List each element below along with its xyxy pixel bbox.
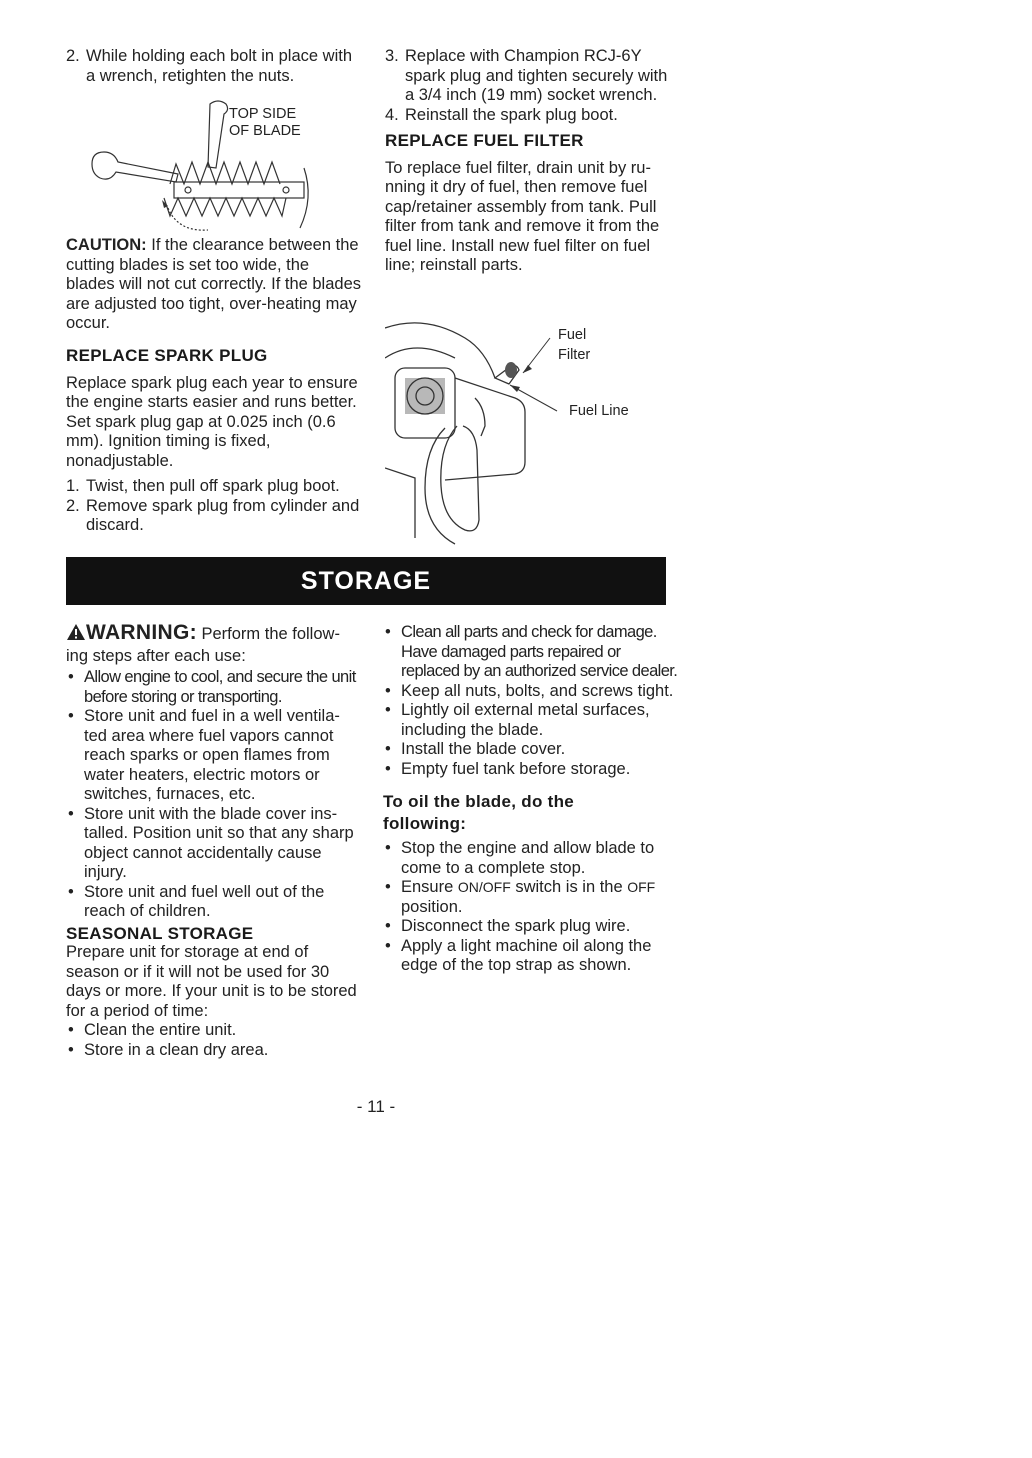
spark-plug-heading: REPLACE SPARK PLUG	[66, 346, 268, 365]
list-item: • Stop the engine and allow blade to come to a complete stop.	[383, 839, 680, 878]
list-item: 3. Replace with Champion RCJ-6Y spark plug and tighten securely with a 3/4 inch (19 mm) socket wrench.	[385, 47, 668, 104]
list-item: 1. Twist, then pull off spark plug boot.	[66, 477, 340, 495]
seasonal-storage-bullets	[66, 1021, 361, 1060]
bolt-step-list	[66, 47, 361, 86]
list-item: • Disconnect the spark plug wire.	[383, 917, 680, 937]
seasonal-storage-text: Prepare unit for storage at end of season or if it will not be used for 30 days or more. If your unit is to be stored for a period of time:	[66, 943, 357, 1020]
page-number: - 11 -	[356, 1097, 396, 1116]
list-item: • Empty fuel tank before storage.	[383, 760, 680, 780]
spark-plug-section	[66, 346, 361, 536]
list-item: • Apply a light machine oil along the edge of the top strap as shown.	[383, 937, 680, 976]
oil-blade-heading: To oil the blade, do the following:	[383, 792, 575, 833]
figure-label: TOP SIDE OF BLADE	[229, 106, 301, 139]
list-item: • Store unit and fuel in a well ventila-ted area where fuel vapors cannot reach sparks or open flames from water heaters, electric motors or switches, furnaces, etc.	[66, 707, 361, 805]
list-item: • Keep all nuts, bolts, and screws tight.	[383, 682, 680, 702]
fuel-filter-label: Fuel Filter	[558, 327, 591, 363]
storage-warning-bullets	[66, 668, 361, 922]
spark-plug-steps	[66, 477, 361, 536]
storage-right-column	[383, 623, 680, 976]
storage-left-column	[66, 623, 361, 1060]
list-item: • Store unit with the blade cover ins-talled. Position unit so that any sharp object cannot accidentally cause injury.	[66, 805, 361, 883]
list-item: 4. Reinstall the spark plug boot.	[385, 105, 618, 124]
spark-plug-steps-cont	[385, 47, 680, 125]
fuel-filter-text: To replace fuel filter, drain unit by ru-nning it dry of fuel, then remove fuel cap/retainer assembly from tank. Pull filter from tank and remove it from the fuel line. Install new fuel filter on fuel line; reinstall parts.	[385, 158, 660, 274]
list-item: 2. Remove spark plug from cylinder and discard.	[66, 496, 360, 534]
storage-care-bullets	[383, 623, 680, 779]
right-column-top	[385, 47, 680, 276]
caution-block	[66, 236, 361, 334]
fuel-filter-heading: REPLACE FUEL FILTER	[385, 131, 584, 150]
list-item: • Ensure ON/OFF switch is in the OFF position.	[383, 878, 680, 917]
list-item: • Store unit and fuel well out of the reach of children.	[66, 883, 361, 922]
list-item: • Store in a clean dry area.	[66, 1041, 361, 1061]
warning-triangle-icon	[66, 623, 86, 647]
list-item: • Lightly oil external metal surfaces, including the blade.	[383, 701, 680, 740]
spark-plug-intro: Replace spark plug each year to ensure the engine starts easier and runs better. Set spark plug gap at 0.025 inch (0.6 mm). Ignition timing is fixed, nonadjustable.	[66, 373, 358, 470]
oil-blade-bullets	[383, 839, 680, 976]
fuel-callout-lines	[505, 335, 560, 415]
seasonal-storage-heading: SEASONAL STORAGE	[66, 923, 254, 943]
fuel-line-label: Fuel Line	[569, 403, 629, 419]
list-item: • Allow engine to cool, and secure the unit before storing or transporting.	[66, 668, 361, 707]
list-item: • Clean the entire unit.	[66, 1021, 361, 1041]
list-item: 2. While holding each bolt in place with a wrench, retighten the nuts.	[66, 47, 352, 85]
caution-paragraph: CAUTION: If the clearance between the cutting blades is set too wide, the blades will not cut correctly. If the blades are adjusted too tight, over-heating may occur.	[66, 236, 362, 332]
list-item: • Install the blade cover.	[383, 740, 680, 760]
list-item: • Clean all parts and check for damage. Have damaged parts repaired or replaced by an authorized service dealer.	[383, 623, 680, 682]
storage-banner: STORAGE	[66, 557, 666, 605]
warning-paragraph: WARNING: Perform the follow-ing steps after each use:	[66, 621, 340, 665]
left-column-top	[66, 47, 361, 86]
